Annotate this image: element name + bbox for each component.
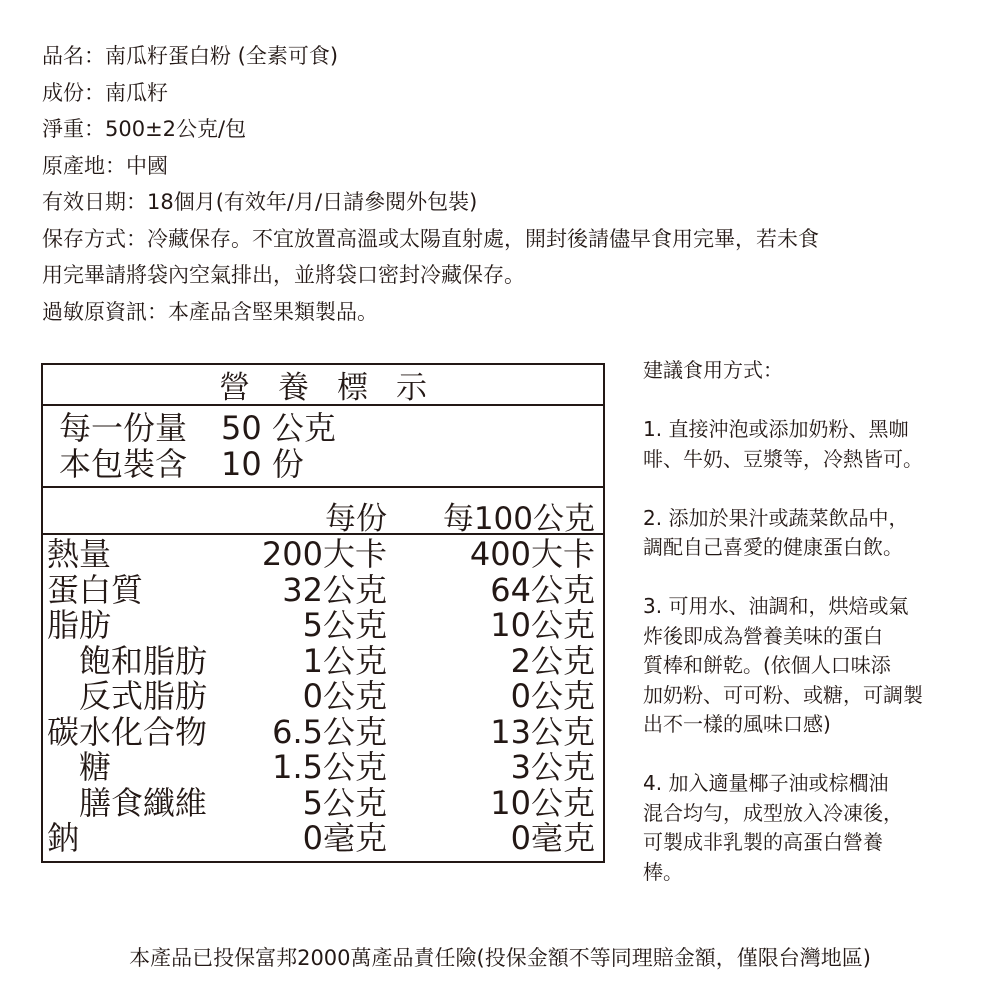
usage-line: 可製成非乳製的高蛋白營養	[643, 830, 883, 854]
per-100g-value: 0公克	[510, 677, 595, 715]
nutrient-name: 鈉	[47, 819, 80, 857]
usage-line: 加奶粉、可可粉、或糖，可調製	[643, 682, 923, 707]
per-100g-value: 3公克	[510, 748, 595, 786]
nutrient-name: 熱量	[47, 535, 112, 573]
nutrition-title: 營養標示	[43, 365, 603, 406]
info-net-weight: 淨重：500±2公克/包	[42, 117, 247, 141]
usage-title: 建議食用方式：	[643, 358, 783, 382]
per-serving-value: 5公克	[302, 783, 387, 822]
nutrient-name: 脂肪	[47, 606, 112, 644]
nutrient-name: 糖	[79, 748, 112, 786]
usage-line: 啡、牛奶、豆漿等，冷熱皆可。	[643, 446, 923, 471]
info-storage-2: 用完畢請將袋內空氣排出，並將袋口密封冷藏保存。	[42, 263, 525, 287]
spacer	[643, 563, 983, 593]
per-100g-value: 64公克	[490, 570, 595, 609]
per-100g-value: 2公克	[510, 641, 595, 680]
info-product-name: 品名：南瓜籽蛋白粉 (全素可食)	[42, 44, 339, 68]
info-origin: 原產地：中國	[42, 153, 168, 178]
per-serving-value: 1.5公克	[272, 748, 387, 786]
info-expiry: 有效日期：18個月(有效年/月/日請參閱外包裝)	[42, 190, 478, 214]
spacer	[643, 740, 983, 770]
per-serving-value: 200大卡	[261, 535, 387, 573]
serving-size-label: 每一份量	[59, 409, 188, 447]
per-100g-value: 400大卡	[469, 535, 595, 573]
per-100g-value: 10公克	[490, 783, 595, 822]
nutrition-rows	[43, 535, 603, 857]
table-row	[43, 712, 603, 751]
serving-info	[43, 406, 603, 488]
per-serving-value: 1公克	[302, 641, 387, 680]
usage-line: 混合均勻，成型放入冷凍後，	[643, 800, 903, 825]
table-row	[43, 821, 603, 857]
per-100g-value: 0毫克	[510, 819, 595, 857]
per-serving-value: 0毫克	[302, 819, 387, 857]
per-100g-value: 13公克	[490, 712, 595, 751]
usage-line: 棒。	[643, 859, 683, 884]
info-allergen: 過敏原資訊：本產品含堅果類製品。	[42, 299, 378, 324]
nutrient-name: 蛋白質	[47, 570, 144, 609]
servings-label: 本包裝含	[59, 445, 188, 483]
insurance-notice: 本產品已投保富邦2000萬產品責任險(投保金額不等同理賠金額，僅限台灣地區)	[129, 946, 871, 970]
table-row	[43, 750, 603, 786]
col-per-100g: 每100公克	[442, 501, 595, 537]
table-row	[43, 608, 603, 644]
usage-line: 3. 可用水、油調和，烘焙或氣	[643, 594, 909, 618]
table-row	[43, 679, 603, 715]
per-100g-value: 10公克	[490, 606, 595, 644]
table-row	[43, 537, 603, 573]
per-serving-value: 32公克	[282, 570, 387, 609]
servings-value: 10 份	[221, 445, 304, 483]
nutrient-name: 飽和脂肪	[79, 641, 208, 680]
nutrition-table	[41, 363, 605, 863]
spacer	[643, 474, 983, 504]
serving-size-value: 50 公克	[221, 409, 336, 447]
nutrient-name: 膳食纖維	[79, 783, 208, 822]
info-ingredients: 成份：南瓜籽	[42, 80, 168, 105]
nutrient-name: 碳水化合物	[47, 712, 208, 751]
usage-line: 1. 直接沖泡或添加奶粉、黑咖	[643, 417, 909, 441]
table-row	[43, 570, 603, 609]
usage-line: 調配自己喜愛的健康蛋白飲。	[643, 535, 903, 559]
usage-line: 2. 添加於果汁或蔬菜飲品中，	[643, 505, 909, 530]
info-storage-1: 保存方式：冷藏保存。不宜放置高溫或太陽直射處，開封後請儘早食用完畢，若未食	[42, 226, 819, 251]
per-serving-value: 6.5公克	[272, 712, 387, 751]
per-serving-value: 5公克	[302, 606, 387, 644]
nutrition-header	[43, 488, 603, 535]
product-info	[42, 38, 962, 330]
per-serving-value: 0公克	[302, 677, 387, 715]
col-per-serving: 每份	[325, 501, 387, 537]
usage-instructions	[643, 356, 983, 887]
nutrient-name: 反式脂肪	[79, 677, 208, 715]
table-row	[43, 783, 603, 822]
spacer	[643, 386, 983, 416]
usage-line: 出不一樣的風味口感)	[643, 712, 831, 736]
usage-line: 質棒和餅乾。(依個人口味添	[643, 653, 891, 677]
table-row	[43, 641, 603, 680]
usage-line: 炸後即成為營養美味的蛋白	[643, 623, 883, 648]
serving-size-row	[59, 410, 603, 446]
servings-row	[59, 446, 603, 482]
usage-line: 4. 加入適量椰子油或棕櫚油	[643, 771, 889, 795]
